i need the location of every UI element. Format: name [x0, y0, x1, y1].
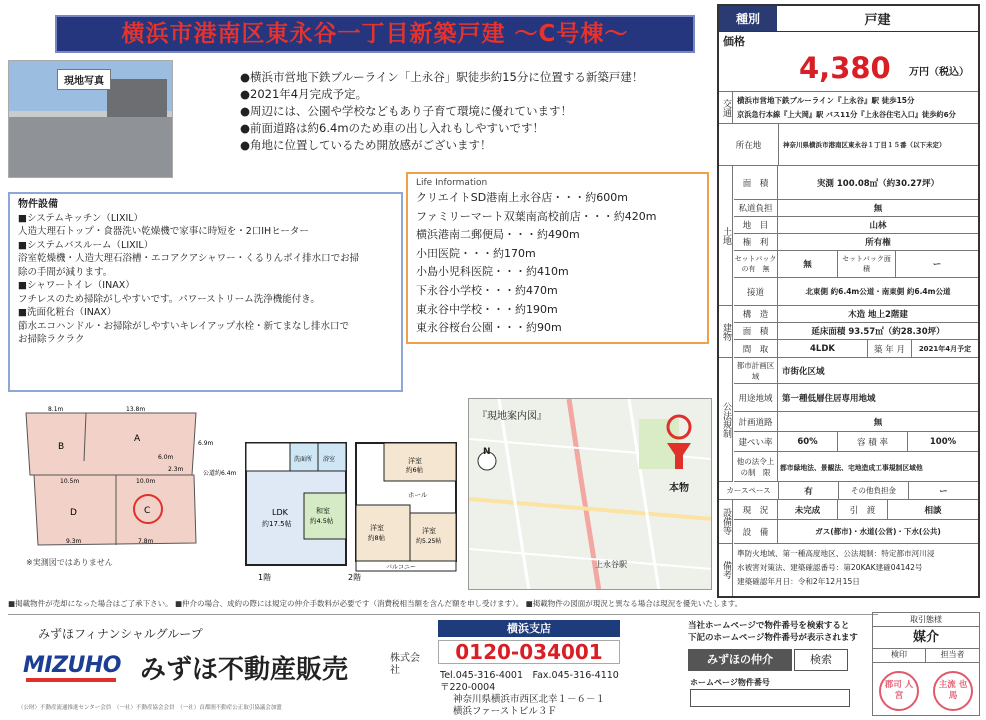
chimoku-label: 地 目 — [734, 217, 778, 233]
other-burden-value: ー — [939, 486, 948, 497]
built-label: 築 年 月 — [868, 340, 912, 357]
search-brand: みずほの仲介 — [688, 649, 792, 671]
life-info-box — [406, 172, 709, 344]
branch-name: 横浜支店 — [438, 620, 620, 637]
setback-label: セットバックの有 無 — [734, 251, 778, 277]
far-value: 100% — [929, 436, 957, 447]
lot-b: B — [58, 442, 65, 452]
feature-item: ●周辺には、公園や学校などもあり子育て環境に優れています！ — [240, 104, 573, 118]
equipment-line: ■洗面化粧台（INAX） — [18, 307, 117, 318]
floor-area-label: 面 積 — [734, 323, 778, 339]
room-senmen: 洗面所 — [294, 456, 313, 463]
disclaimer: ■掲載物件が売却になった場合はご了承下さい。 ■仲介の場合、成約の際には規定の仲介手数料が必要です（消費税相当額を含んだ額を申し受けます）。 ■掲載物件の図面が現況と異なる場合は現況を優先いたします。 — [8, 599, 743, 608]
address-label: 所在地 — [719, 124, 779, 165]
address-value: 神奈川県横浜市港南区東永谷１丁目１５番（以下未定） — [783, 141, 946, 149]
dim-label: 6.9m — [198, 440, 214, 447]
layout-value: 4LDK — [778, 340, 868, 357]
room-size: 約4.5帖 — [310, 517, 334, 525]
room-washitsu: 和室 — [316, 507, 330, 515]
road-value: 北東側 約6.4m公道・南東側 約6.4m公道 — [805, 287, 951, 296]
life-item: ファミリーマート双葉南高校前店・・・約420m — [416, 209, 657, 223]
traffic-line-1: 横浜市営地下鉄ブルーライン『上永谷』駅 徒歩15分 — [737, 96, 915, 105]
area-label: 面 積 — [734, 166, 778, 199]
zoning-value: 第一種低層住居専用地域 — [782, 393, 876, 404]
remarks-line: 水被害対策法、建築確認番号：第20KAK建確04142号 — [737, 563, 923, 572]
room-size: 約6帖 — [406, 466, 424, 474]
land-label: 土地 — [719, 166, 733, 306]
other-law-value: 都市緑地法、景観法、宅地造成工事規制区域他 — [780, 463, 923, 472]
lot-c: C — [144, 506, 151, 516]
built-value: 2021年4月予定 — [918, 344, 972, 353]
equipment-box — [8, 192, 403, 392]
hp-note-1: 当社ホームページで物件番号を検索すると — [688, 621, 850, 631]
life-item: 小田医院・・・約170m — [416, 246, 536, 260]
tel-fax: Tel.045-316-4001 Fax.045-316-4110 — [440, 670, 619, 681]
remarks-label: 備考 — [719, 544, 733, 596]
traffic-line-2: 京浜急行本線『上大岡』駅 バス11分『上永谷住宅入口』徒歩約6分 — [737, 109, 956, 119]
zip: 〒220-0004 — [440, 682, 496, 693]
structure-label: 構 造 — [734, 306, 778, 322]
feature-item: ●角地に位置しているため開放感がございます！ — [240, 138, 492, 152]
hp-note-2: 下記のホームページ物件番号が表示されます — [688, 633, 858, 643]
room-hall: ホール — [408, 491, 428, 499]
north-icon: N — [483, 447, 491, 457]
life-item: 東永谷桜台公園・・・約90m — [416, 321, 562, 335]
deal-value: 媒介 — [873, 627, 979, 649]
floor-area-value: 延床面積 93.57㎡（約28.30坪） — [811, 327, 945, 337]
dim-label: 8.1m — [48, 406, 64, 413]
remarks-line: 準防火地域、第一種高度地区、公法規制：特定都市河川浸 — [737, 549, 935, 558]
inspect-stamp: 郡司 人宮 — [879, 671, 919, 711]
bcr-value: 60% — [778, 432, 838, 451]
life-item: 東永谷中学校・・・約190m — [416, 302, 558, 316]
equipment-line: 節水エコハンドル・お掃除がしやすいキレイアップ水栓・新てまなし排水口で — [18, 320, 349, 332]
handover-label: 引 渡 — [838, 500, 888, 519]
mizuho-logo: MIZUHO — [23, 653, 122, 678]
setback-area-value: ー — [932, 260, 942, 270]
carport-label: カースペース — [719, 482, 779, 499]
feature-item: ●横浜市営地下鉄ブルーライン「上永谷」駅徒歩約15分に位置する新築戸建！ — [240, 70, 644, 84]
life-item: 横浜港南二郵便局・・・約490m — [416, 228, 580, 242]
life-item: クリエイトSD港南上永谷店・・・約600m — [416, 191, 628, 204]
building-label: 建物 — [719, 306, 733, 358]
far-label: 容 積 率 — [838, 432, 908, 451]
plan-road-label: 計画道路 — [734, 412, 778, 431]
feature-list — [240, 69, 710, 154]
person-stamp: 主流 也馬 — [933, 671, 973, 711]
room-bath: 浴室 — [323, 456, 336, 463]
company-name: みずほ不動産販売 — [140, 655, 349, 685]
equipment-line: 人造大理石トップ・食器洗い乾燥機で家事に時短を・2口IHヒーター — [18, 226, 309, 237]
floor2-label: 2階 — [348, 573, 362, 582]
plan-road-value: 無 — [873, 417, 883, 428]
lot-a: A — [134, 434, 141, 444]
dim-label: 7.8m — [138, 538, 154, 545]
price-label: 価格 — [723, 35, 745, 48]
life-item: 下永谷小学校・・・約470m — [416, 283, 558, 297]
station-label: 上永谷駅 — [595, 560, 627, 569]
type-label: 種別 — [735, 12, 760, 26]
location-map — [468, 398, 712, 590]
life-item: 小島小児科医院・・・約410m — [416, 265, 569, 279]
chimoku-value: 山林 — [869, 221, 887, 231]
other-law-label: 他の法令上の制 限 — [734, 452, 778, 481]
footer — [8, 614, 878, 716]
traffic-label: 交通 — [719, 92, 733, 123]
room-size: 約8帖 — [368, 534, 386, 542]
inspect-label: 検印 — [873, 649, 926, 662]
equipment-line: ■シャワートイレ（INAX） — [18, 280, 135, 291]
zoning-label: 用途地域 — [734, 384, 778, 411]
hp-number-field[interactable] — [690, 689, 850, 707]
equipment-line: ■システムキッチン（LIXIL） — [18, 212, 144, 224]
page-title: 横浜市港南区東永谷一丁目新築戸建 〜C号棟〜 — [55, 15, 695, 53]
room-ldk: LDK — [272, 508, 288, 517]
site-note: ※実測図ではありません — [26, 558, 113, 567]
dim-label: 10.5m — [60, 478, 80, 485]
equipment-line: お掃除ラクラク — [18, 334, 85, 345]
feature-item: ●2021年4月完成予定。 — [240, 87, 368, 101]
deal-subheader — [873, 649, 979, 663]
site-photo — [8, 60, 173, 178]
company-suffix: 株式会社 — [390, 653, 420, 676]
deal-box — [872, 612, 980, 716]
dim-label: 公道約6.4m — [203, 470, 237, 477]
logo-underline — [26, 678, 116, 682]
facility-label: 設備等 — [719, 500, 733, 544]
feature-item: ●前面道路は約6.4mのため車の出し入れもしやすいです！ — [240, 121, 545, 135]
equip-value: ガス(都市)・水道(公営)・下水(公共) — [815, 527, 941, 536]
dim-label: 6.0m — [158, 454, 174, 461]
type-value: 戸建 — [777, 6, 978, 31]
equipment-line: 浴室乾燥機・人造大理石浴槽・エコアクアシャワー・くるりんポイ排水口でお掃 — [18, 253, 360, 264]
phone-number[interactable]: 0120-034001 — [438, 640, 620, 664]
equipment-heading: 物件設備 — [18, 199, 58, 210]
status-label: 現 況 — [734, 500, 778, 519]
equipment-line: ■システムバスルーム（LIXIL） — [18, 239, 154, 251]
dim-label: 9.3m — [66, 538, 82, 545]
room-yoshitsu: 洋室 — [422, 527, 436, 535]
handover-value: 相談 — [924, 505, 942, 516]
spec-table — [717, 4, 980, 598]
status-value: 未完成 — [778, 500, 838, 519]
room-yoshitsu: 洋室 — [370, 524, 384, 532]
map-target: 本物 — [669, 483, 689, 494]
price-value: 4,380 — [799, 51, 891, 85]
floor1-label: 1階 — [258, 573, 272, 582]
equipment-line: フチレスのため掃除がしやすいです。パワーストリーム洗浄機能付き。 — [18, 293, 320, 305]
other-burden-label: その他負担金 — [839, 482, 909, 499]
city-plan-value: 市街化区域 — [782, 366, 825, 377]
equip-label: 設 備 — [734, 520, 778, 543]
room-yoshitsu: 洋室 — [408, 457, 422, 465]
city-plan-label: 都市計画区 域 — [734, 358, 778, 383]
search-button[interactable]: 検索 — [794, 649, 848, 671]
map-drawing — [469, 399, 712, 590]
room-size: 約5.25帖 — [416, 538, 442, 545]
road-label: 接道 — [734, 278, 778, 305]
setback-area-label: セットバック面 積 — [838, 251, 896, 277]
remarks — [737, 547, 934, 589]
hp-number-label: ホームページ物件番号 — [690, 678, 770, 687]
map-label: 『現地案内図』 — [477, 411, 547, 422]
price-unit: 万円（税込） — [909, 66, 969, 78]
layout-label: 間 取 — [734, 340, 778, 357]
dim-label: 13.8m — [126, 406, 146, 413]
license-note: （公財）不動産流通推進センター会員 （一社）不動産協会会員 （一社）首都圏不動産公正取引協議会加盟 — [18, 705, 282, 711]
structure-value: 木造 地上2階建 — [848, 310, 908, 320]
room-balcony: バルコニー — [386, 564, 417, 571]
private-road-label: 私道負担 — [734, 200, 778, 216]
dim-label: 10.0m — [136, 478, 156, 485]
kenri-value: 所有権 — [865, 238, 891, 248]
lot-d: D — [70, 508, 77, 518]
legal-label: 公法規制 — [719, 358, 733, 482]
floor-plan-area — [8, 405, 460, 587]
carport-value: 有 — [779, 482, 839, 499]
group-name: みずほフィナンシャルグループ — [38, 627, 203, 641]
equipment-line: 除の手間が減ります。 — [18, 266, 113, 278]
address-1: 神奈川県横浜市西区北幸１－６－１ — [453, 694, 606, 705]
dim-label: 2.3m — [168, 466, 184, 473]
photo-label: 現地写真 — [57, 69, 111, 90]
remarks-line: 建築確認年月日：令和2年12月15日 — [737, 577, 860, 586]
address-2: 横浜ファーストビル３Ｆ — [453, 706, 557, 717]
person-label: 担当者 — [940, 650, 965, 659]
life-heading: Life Information — [416, 178, 488, 188]
bcr-label: 建ぺい率 — [734, 432, 778, 451]
private-road-value: 無 — [873, 204, 883, 214]
kenri-label: 権 利 — [734, 234, 778, 250]
site-plan-drawing — [8, 405, 460, 587]
area-value: 実測 100.08㎡（約30.27坪） — [816, 178, 940, 189]
room-size: 約17.5帖 — [262, 520, 292, 528]
deal-header: 取引態様 — [873, 613, 979, 627]
setback-value: 無 — [778, 251, 838, 277]
